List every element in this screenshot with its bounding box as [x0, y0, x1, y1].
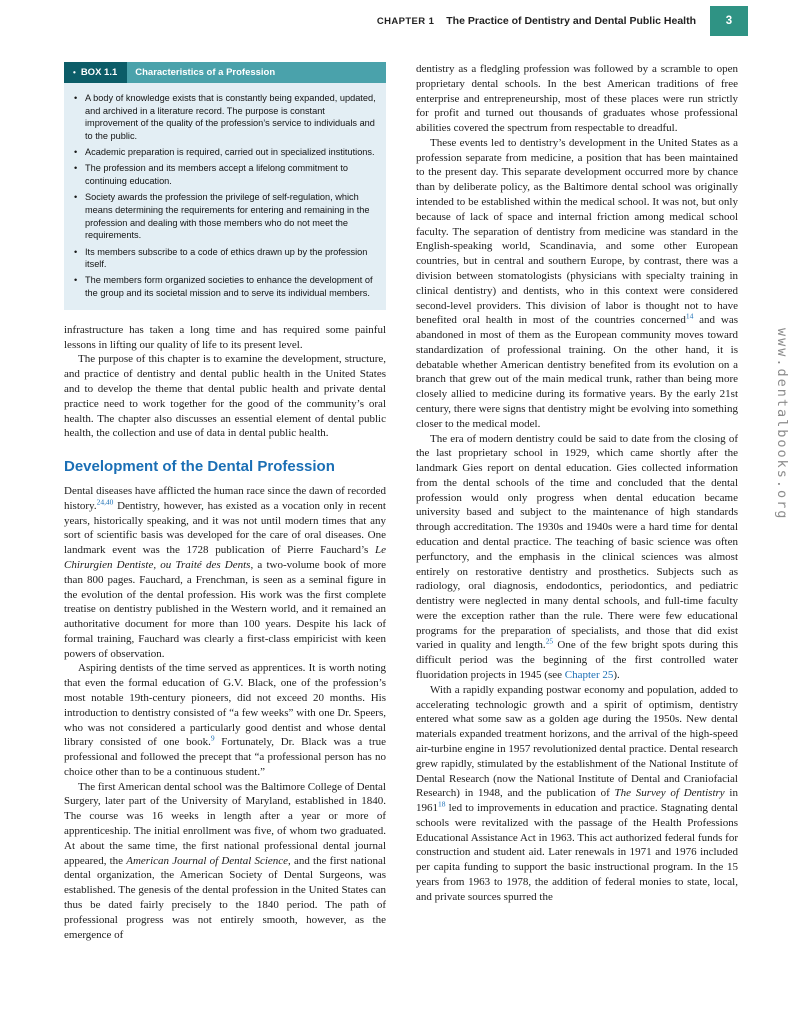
- paragraph: [416, 432, 738, 683]
- text-segment: With a rapidly expanding postwar economy and population, added to accelerating technologic growth and a spirit of optimism, dentistry entered what some saw as a golden age during the 1950s. New dental materials expanded treatment horizons, and the arrival of the high-speed air-turbine engine in 1957 revolutionized dental practice. Dental research grew rapidly, stimulated by the establishment of the National Institute of Dental Research (now the National Institute of Dental and Craniofacial Research) in 1948, and the publication of: [416, 683, 739, 800]
- paragraph: [64, 484, 386, 661]
- box-label-text: BOX 1.1: [80, 67, 118, 78]
- chapter-link[interactable]: Chapter 25: [564, 669, 614, 682]
- box-list-item: • The members form organized societies to enhance the development of the group and its societal mission and to serve its individual members.: [72, 274, 377, 299]
- box-list-item: • Its members subscribe to a code of ethics drawn up by the profession itself.: [72, 246, 377, 271]
- left-column: [64, 62, 386, 942]
- text-segment: dentistry as a fledgling profession was followed by a scramble to open proprietary dental schools. In the best American traditions of free enterprise and entrepreneurship, most of these places were run strictly for profit and turned out thousands of graduates whose professional abilities covered the spectrum from respectable to dreadful.: [416, 63, 738, 135]
- text-segment: , a two-volume book of more than 800 pages. Fauchard, a Frenchman, is seen as a seminal figure in the evolution of the dental profession. His work was the first complete treatise on dentistry published in the Western world, and it remained an authoritative document for more than 100 years. Despite his lack of formal training, Fauchard was clearly a first-class empiricist with keen powers of observation.: [64, 558, 386, 660]
- box-title: Characteristics of a Profession: [127, 62, 386, 83]
- text-segment: Fortunately, Dr. Black was a true professional and followed the precept that “a professional person has no choice other than to be a continuous student.”: [64, 736, 386, 778]
- text-segment: infrastructure has taken a long time and has required some painful lessons in lifting our quality of life to its present level.: [64, 323, 386, 351]
- right-column: [416, 62, 738, 942]
- text-segment: The era of modern dentistry could be said to date from the closing of the last proprietary school in 1929, which came shortly after the landmark Gies report on dental education. Gies collected information from the dental schools of the time and concluded that the dental profession would only progress when dental education became university based and subject to the maintenance of high standards through accreditation. The 1930s and 1940s were a hard time for dental education and dental practice. The teaching of basic science was often perfunctory, and the emphasis in the clinical sciences was almost entirely on restorative dentistry and prosthetics. Subjects such as radiology, oral diagnosis, endodontics, periodontics, and pediatric dentistry were neglected in many dental schools, and full-time faculty were the exception rather than the rule. There were few educational programs for the preparation of specialists, and those that did exist varied in quality and length.: [416, 432, 738, 652]
- text-segment: led to improvements in education and practice. Stagnating dental schools were revitalized with the passage of the Health Professions Educational Assistance Act in 1963. This act authorized federal funds for construction and student aid. Later renewals in 1971 and 1976 included per capita funding to support the basic instructional program. In the 15 years from 1963 to 1978, the addition of federal monies to state, local, and private sources spurred the: [416, 802, 738, 903]
- paragraph: [64, 661, 386, 779]
- text-segment: American Journal of Dental Science: [126, 854, 289, 867]
- box-bullet-icon: •: [73, 68, 76, 77]
- watermark: www.dentalbooks.org: [774, 328, 790, 521]
- text-segment: Dentistry, however, has existed as a vocation only in recent years, historically speaking, and it was not until modern times that any sort of scientific basis was developed for the care of oral diseases. One landmark event was the 1728 publication of Pierre Fauchard’s: [64, 499, 386, 557]
- running-header: [64, 6, 748, 36]
- text-segment: The first American dental school was the Baltimore College of Dental Surgery, later part of the University of Maryland, established in 1840. The course was 16 weeks in length after a year or more of apprenticeship. The initial enrollment was five, of whom two graduated. At about the same time, the first national professional dental journal appeared, the: [64, 780, 386, 867]
- reference-link[interactable]: 25: [545, 636, 554, 646]
- text-segment: The Survey of Dentistry: [614, 787, 725, 800]
- reference-link[interactable]: 14: [685, 311, 694, 321]
- box-label: [64, 62, 127, 83]
- text-segment: , and the first national dental organization, the American Society of Dental Surgeons, was established. The genesis of the dental profession in the United States can thus be dated fairly precisely to the 1840 period. The path of professional progress was not entirely smooth, however, as the emergence of: [64, 854, 386, 941]
- text-segment: ).: [613, 669, 620, 682]
- page-number-badge: 3: [710, 6, 748, 36]
- text-segment: Aspiring dentists of the time served as apprentices. It is worth noting that even the formal education of G.V. Black, one of the profession’s most notable 19th-century pioneers, did not exceed 20 months. His introduction to dentistry consisted of “a few weeks” with one Dr. Speers, who was not considered a particularly good dentist and whose dental library consisted of one book.: [64, 662, 386, 749]
- paragraph: [64, 352, 386, 441]
- paragraph: [64, 780, 386, 943]
- text-segment: in 1961: [416, 787, 738, 815]
- text-segment: and was abandoned in most of them as the European community moves toward standardization of professional training. On the other hand, it is debatable whether American dentistry benefited from its evolution on a branch that grew out of the main medical trunk, rather than being more closely allied to medicine during its formative years. By the early 21st century, there were signs that dentistry might be evolving into something closer to the medical model.: [416, 314, 738, 430]
- reference-link[interactable]: 18: [438, 799, 446, 809]
- running-head-text: [377, 15, 696, 27]
- box-list: [72, 92, 377, 300]
- reference-link[interactable]: 24,40: [96, 497, 114, 507]
- text-segment: One of the few bright spots during this difficult period was the beginning of the first controlled water fluoridation projects in 1945 (see: [416, 639, 738, 682]
- box-body: [64, 83, 386, 310]
- text-segment: Le Chirurgien Dentiste, ou Traité des Dents: [64, 544, 386, 571]
- box-list-item: • A body of knowledge exists that is constantly being expanded, updated, and archived in a literature record. The purpose is constant improvement of the quality of the profession’s service to individuals and to the public.: [72, 92, 377, 143]
- box-list-item: • The profession and its members accept a lifelong commitment to continuing education.: [72, 162, 377, 187]
- box-list-item: • Society awards the profession the privilege of self-regulation, which means determining the requirements for entering and remaining in the profession and dealing with those members who do not meet the requirements.: [72, 191, 377, 242]
- section-heading: Development of the Dental Profession: [64, 458, 335, 476]
- paragraph: [64, 323, 386, 353]
- chapter-label: CHAPTER 1: [376, 16, 435, 27]
- text-segment: These events led to dentistry’s development in the United States as a profession separate from medicine, a position that has been maintained to the present day. This separate development occurred more by chance than by deliberate policy, as the Baltimore dental school was originally intended to be established within the medical school. It was not, but only because of lack of space and internal friction among medical school faculty. The separation of dentistry from medicine was standard in the English-speaking world, Scandinavia, and some other European countries, but in central and southern Europe, by contrast, there was a division between stomatologists (physicians with specialty training in clinical dentistry) and dentists, who in this context were considered second-level providers. This division of labor is thought not to have benefited oral health in most of the countries concerned: [416, 136, 738, 327]
- paragraph: [416, 136, 738, 432]
- reference-link[interactable]: 9: [210, 733, 215, 743]
- box-header: [64, 62, 386, 83]
- text-segment: Dental diseases have afflicted the human race since the dawn of recorded history.: [64, 485, 387, 512]
- chapter-title: The Practice of Dentistry and Dental Public Health: [446, 15, 696, 27]
- paragraph: [416, 683, 738, 905]
- box-1-1: [64, 62, 386, 310]
- paragraph: [416, 62, 738, 136]
- two-column-text: [64, 62, 738, 942]
- text-segment: The purpose of this chapter is to examine the development, structure, and practice of dentistry and dental public health in the United States and to develop the theme that dental public health and private dental practice need to work together for the good of the community’s oral health. The chapter also discusses an essential element of dental public health, the collection and use of data in dental public health.: [64, 353, 386, 440]
- box-list-item: • Academic preparation is required, carried out in specialized institutions.: [72, 146, 377, 159]
